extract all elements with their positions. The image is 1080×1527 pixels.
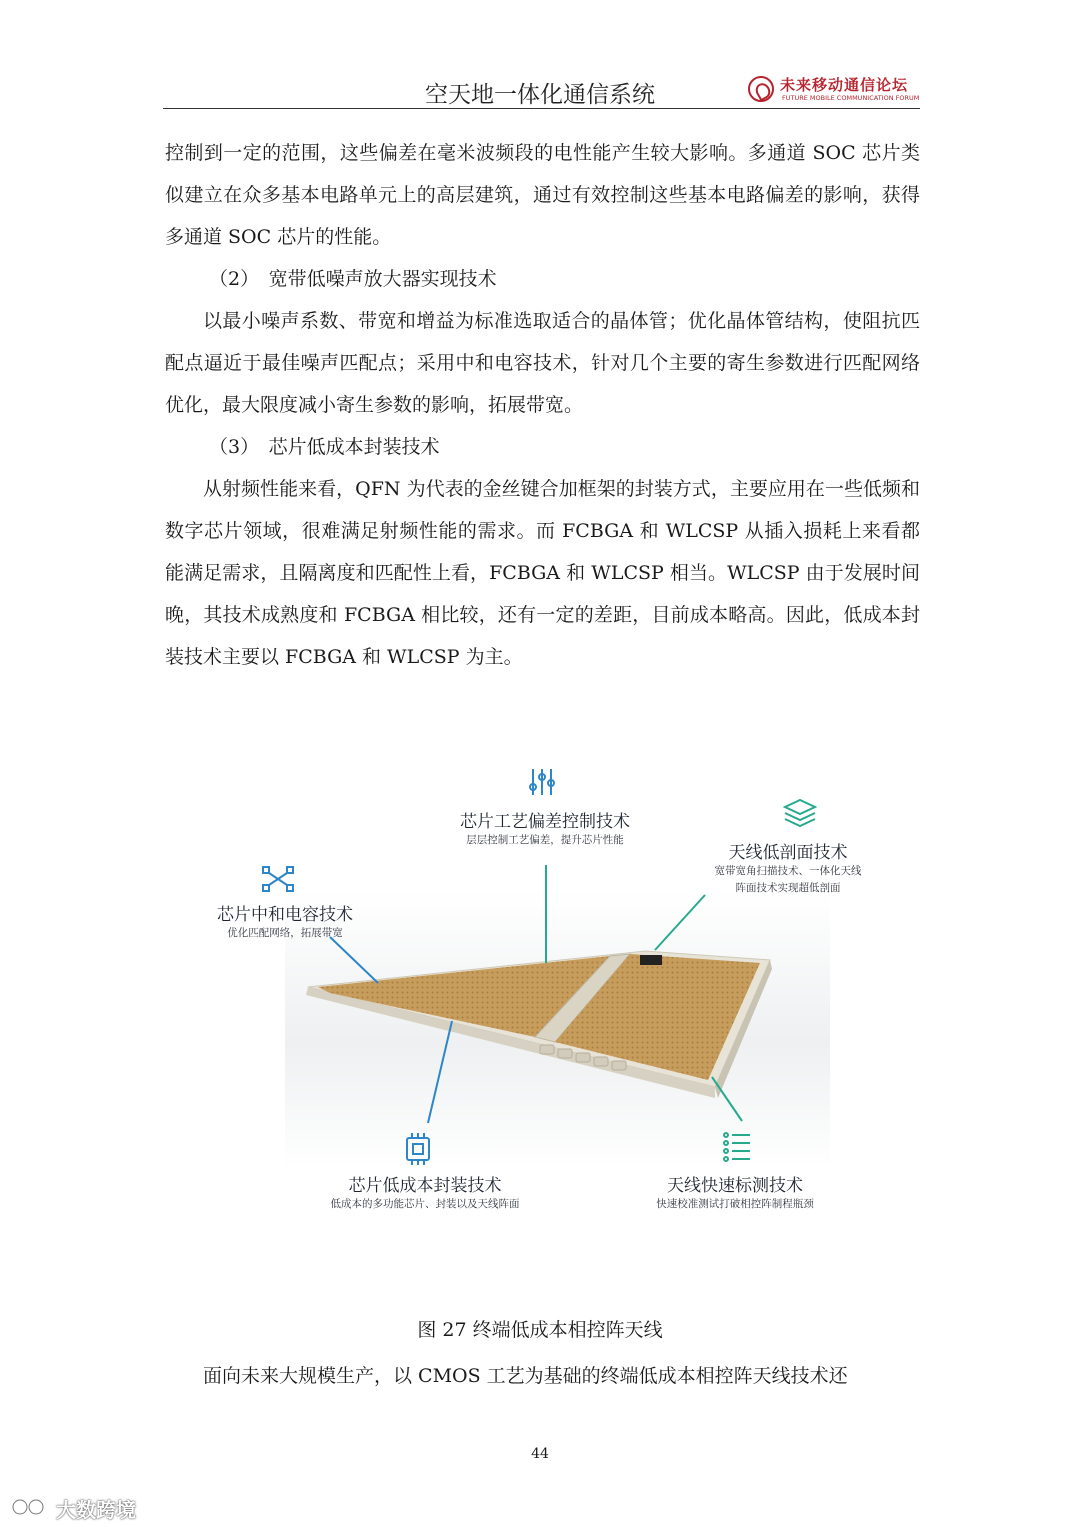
logo-cn-text: 未来移动通信论坛: [780, 76, 909, 94]
figure-phased-array-antenna: [160, 755, 920, 1225]
header-divider: [163, 108, 920, 109]
watermark: [10, 1493, 170, 1521]
sliders-icon: [530, 769, 554, 795]
section-heading-3: （3） 芯片低成本封装技术: [209, 436, 440, 458]
network-icon: [263, 867, 293, 891]
figure-label-low-profile: [688, 838, 888, 897]
paragraph-2: 以最小噪声系数、带宽和增益为标准选取适合的晶体管；优化晶体管结构，使阻抗匹配点逼近于最佳噪声匹配点；采用中和电容技术，针对几个主要的寄生参数进行匹配网络优化，最大限度减小寄生参数的影响，拓展带宽。: [165, 310, 920, 416]
watermark-logo-icon: [10, 1493, 54, 1521]
figure-label-title: 芯片中和电容技术: [217, 905, 353, 925]
layers-icon: [785, 800, 815, 826]
header-title: 空天地一体化通信系统: [425, 82, 655, 108]
figure-label-desc: 层层控制工艺偏差，提升芯片性能: [466, 834, 624, 846]
page-number: 44: [531, 1446, 549, 1462]
body-text-bottom: [165, 1355, 920, 1397]
paragraph-3: 从射频性能来看，QFN 为代表的金丝键合加框架的封装方式，主要应用在一些低频和数字芯片领域，很难满足射频性能的需求。而 FCBGA 和 WLCSP 从插入损耗上来看都能满足需求，且隔离度和匹配性上看，FCBGA 和 WLCSP 相当。WLCSP 由于发展时间晚，其技术成熟度和 FCBGA 相比较，还有一定的差距，目前成本略高。因此，低成本封装技术主要以 FCBGA 和 WLCSP 为主。: [165, 478, 920, 668]
figure-label-desc: 快速校准测试打破相控阵制程瓶颈: [656, 1198, 814, 1210]
figure-label-title: 天线快速标测技术: [667, 1176, 803, 1196]
paragraph-4: 面向未来大规模生产，以 CMOS 工艺为基础的终端低成本相控阵天线技术还: [203, 1365, 848, 1387]
body-text-top: [165, 132, 920, 678]
figure-label-title: 芯片工艺偏差控制技术: [460, 812, 630, 832]
connector-block: [640, 955, 662, 965]
forum-logo: [748, 74, 928, 110]
figure-label-desc: 优化匹配网络，拓展带宽: [227, 927, 343, 939]
paragraph-1: 控制到一定的范围，这些偏差在毫米波频段的电性能产生较大影响。多通道 SOC 芯片类似建立在众多基本电路单元上的高层建筑，通过有效控制这些基本电路偏差的影响，获得多通道 SOC 芯片的性能。: [165, 142, 920, 248]
forum-logo-icon: [748, 76, 774, 102]
logo-en-text: FUTURE MOBILE COMMUNICATION FORUM: [782, 94, 920, 102]
figure-label-desc: 低成本的多功能芯片、封装以及天线阵面: [330, 1198, 520, 1210]
figure-label-low-cost-packaging: [290, 1171, 560, 1213]
watermark-text: 大数跨境: [56, 1498, 136, 1522]
figure-caption: 图 27 终端低成本相控阵天线: [417, 1319, 663, 1341]
figure-label-process-control: [415, 807, 675, 849]
figure-label-title: 芯片低成本封装技术: [348, 1176, 502, 1196]
figure-label-title: 天线低剖面技术: [728, 843, 848, 863]
figure-label-neutralization: [180, 900, 390, 942]
figure-label-desc: 宽带宽角扫描技术、一体化天线阵面技术实现超低剖面: [714, 865, 862, 894]
figure-label-fast-calibration: [615, 1171, 855, 1213]
section-heading-2: （2） 宽带低噪声放大器实现技术: [209, 268, 497, 290]
